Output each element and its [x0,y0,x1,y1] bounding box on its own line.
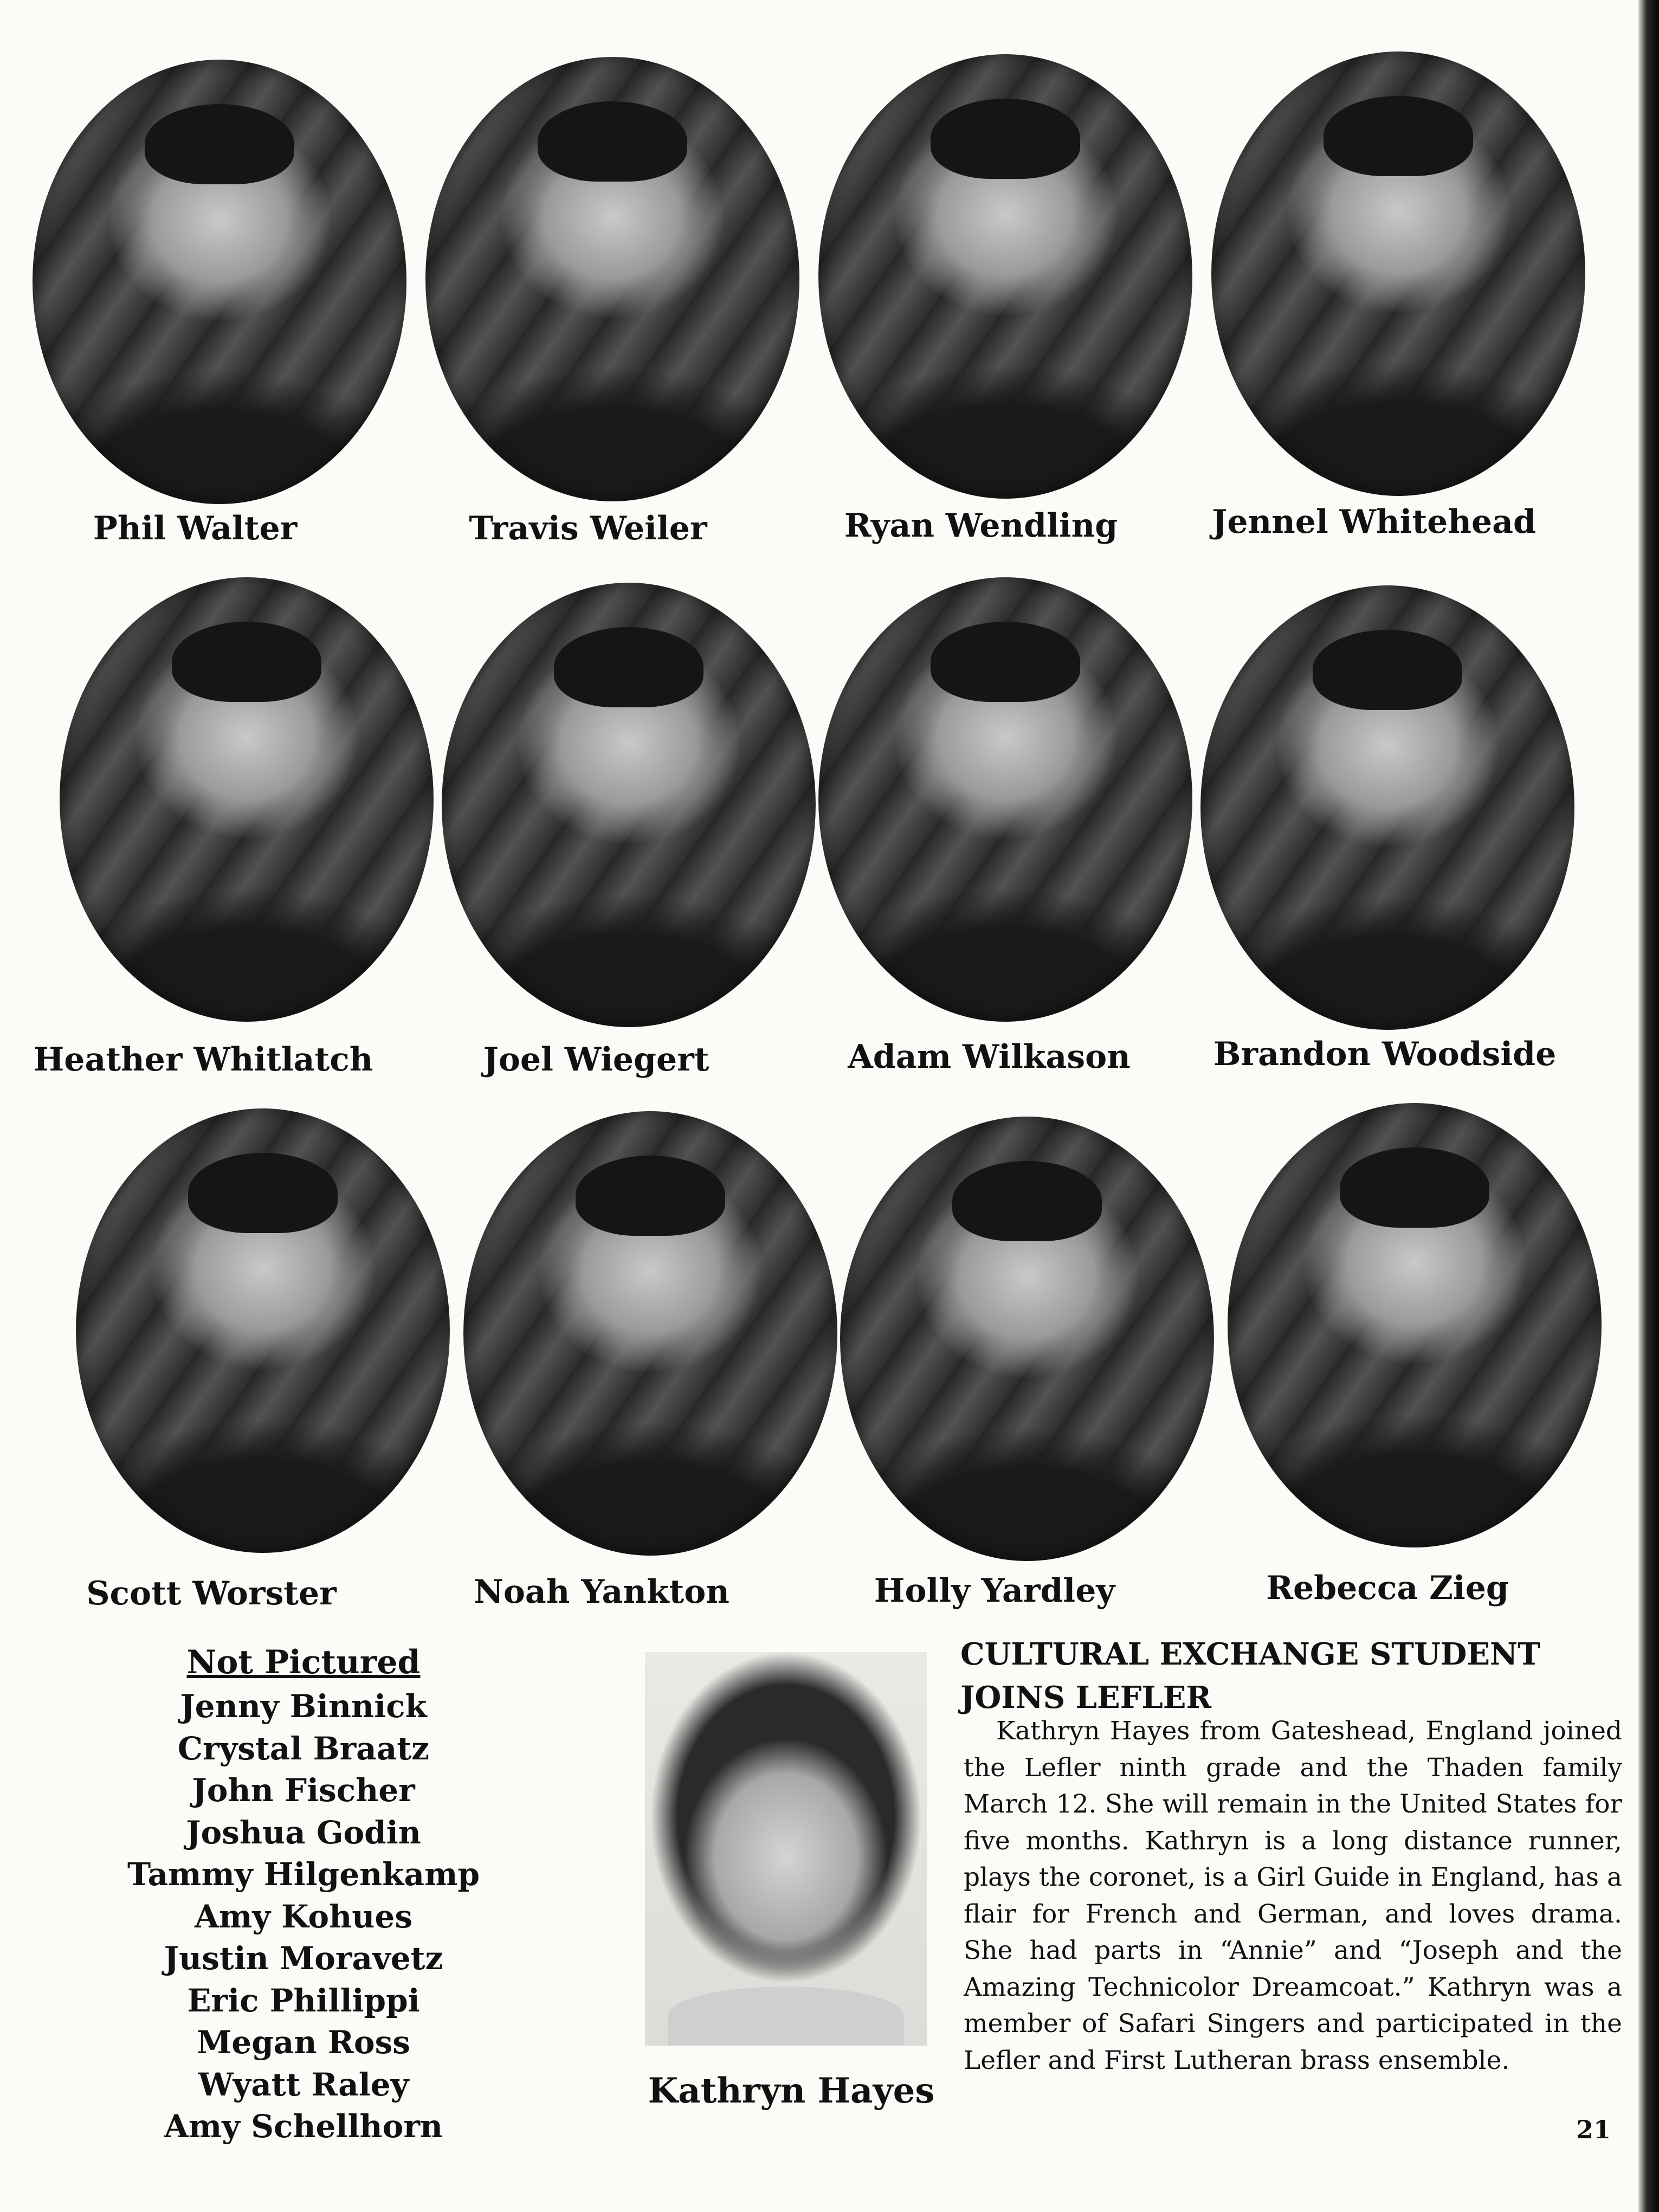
portrait-hair [931,99,1080,179]
page-number: 21 [1576,2115,1611,2144]
student-name: Joel Wiegert [483,1041,709,1079]
list-item: Crystal Braatz [177,1730,430,1767]
list-item: John Fischer [192,1772,415,1809]
student-portrait [818,54,1192,499]
student-name: Travis Weiler [469,510,707,547]
student-name: Heather Whitlatch [33,1041,373,1079]
portrait-hair [1324,96,1473,176]
feature-student-photo [645,1652,927,2046]
list-item: Eric Phillippi [187,1982,420,2019]
portrait-hair [1340,1147,1489,1228]
portrait-hair [538,101,687,182]
list-item: Amy Kohues [195,1898,412,1935]
list-item: Jenny Binnick [180,1688,427,1725]
student-portrait [442,583,816,1027]
student-portrait [60,577,434,1022]
list-item: Justin Moravetz [164,1940,443,1977]
student-name: Adam Wilkason [848,1038,1131,1076]
student-name: Scott Worster [86,1575,337,1613]
not-pictured-list [108,1686,499,2148]
student-name: Phil Walter [93,510,298,547]
student-name: Noah Yankton [474,1573,730,1611]
article-body: Kathryn Hayes from Gateshead, England joined the Lefler ninth grade and the Thaden family March 12. She will remain in the United States for five months. Kathryn is a long distance runner, plays the coronet, is a Girl Guide in England, has a flair for French and German, and loves drama. She had parts in “Annie” and “Joseph and the Amazing Technicolor Dreamcoat.” Kathryn was a member of Safari Singers and participated in the Lefler and First Lutheran brass ensemble. [964,1716,1622,2075]
student-portrait [1211,51,1585,496]
article-headline: CULTURAL EXCHANGE STUDENT JOINS LEFLER [960,1636,1540,1716]
list-item: Amy Schellhorn [164,2108,443,2145]
sweater-collar [668,1987,905,2046]
student-portrait [840,1117,1214,1561]
portrait-hair [554,627,703,707]
student-portrait [1200,585,1574,1030]
student-name: Ryan Wendling [844,507,1118,545]
student-portrait [76,1108,450,1553]
portrait-hair [1313,630,1462,710]
portrait-hair [576,1156,725,1236]
student-name: Holly Yardley [874,1572,1115,1610]
student-name: Rebecca Zieg [1266,1569,1509,1607]
portrait-hair [188,1153,338,1233]
list-item: Wyatt Raley [198,2066,409,2103]
portrait-hair [172,622,321,702]
portrait-hair [931,622,1080,702]
student-name: Brandon Woodside [1213,1035,1557,1073]
portrait-hair [145,104,294,184]
student-portrait [818,577,1192,1022]
list-item: Tammy Hilgenkamp [127,1856,480,1893]
portrait-hair [952,1161,1102,1241]
student-portrait [1228,1103,1602,1547]
student-portrait [33,60,406,504]
feature-photo-caption: Kathryn Hayes [648,2071,935,2111]
list-item: Joshua Godin [186,1814,421,1851]
not-pictured-heading: Not Pictured [186,1643,421,1681]
student-portrait [425,57,799,501]
book-binding-edge [1638,0,1659,2212]
student-portrait [463,1111,837,1556]
student-name: Jennel Whitehead [1212,503,1536,541]
list-item: Megan Ross [197,2024,410,2061]
